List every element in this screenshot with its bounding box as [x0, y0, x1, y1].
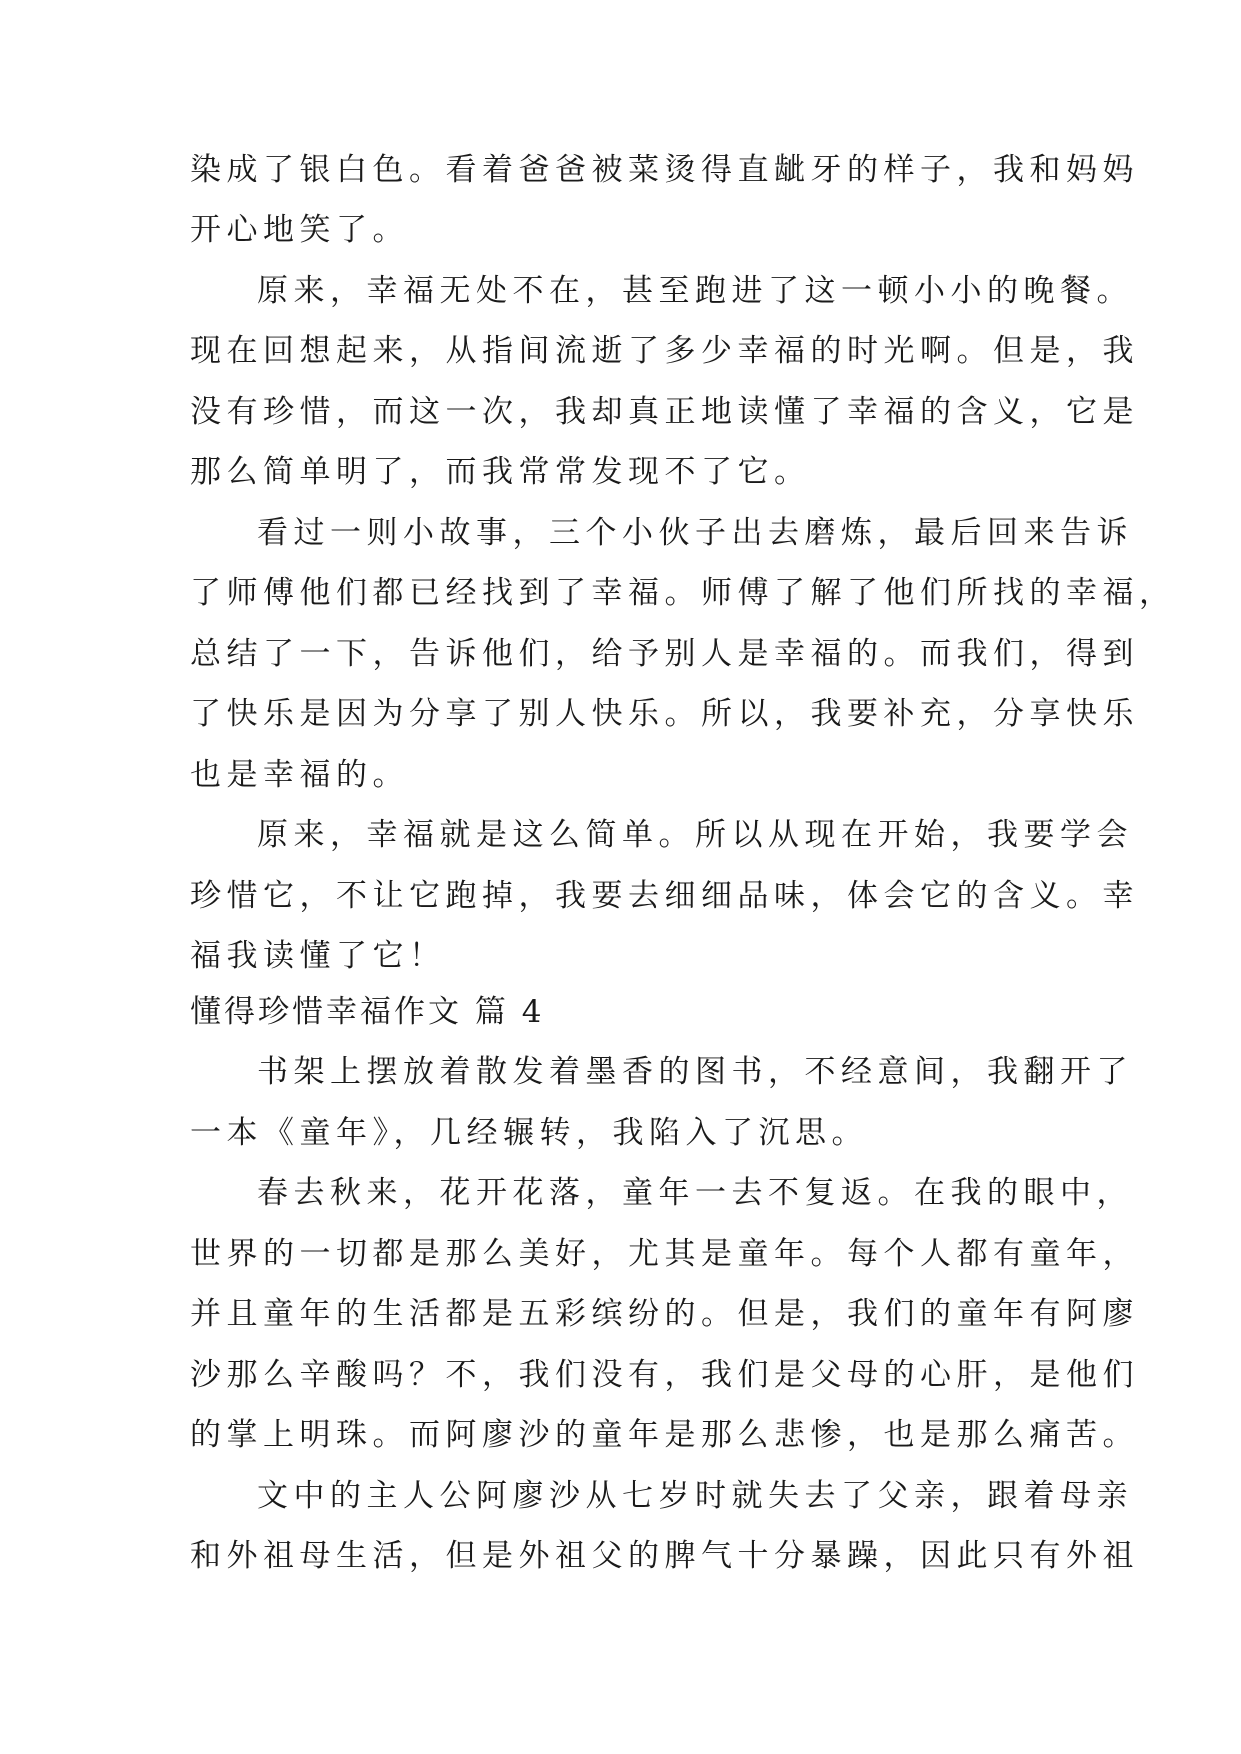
text-line: 了师傅他们都已经找到了幸福。师傅了解了他们所找的幸福， [190, 575, 1176, 611]
text-line: 了快乐是因为分享了别人快乐。所以，我要补充，分享快乐 [190, 696, 1139, 732]
paragraph-start-line: 原来，幸福就是这么简单。所以从现在开始，我要学会 [257, 817, 1133, 853]
paragraph-start-line: 看过一则小故事，三个小伙子出去磨炼，最后回来告诉 [257, 515, 1133, 551]
paragraph-start-line: 春去秋来，花开花落，童年一去不复返。在我的眼中， [257, 1175, 1133, 1211]
text-line: 的掌上明珠。而阿廖沙的童年是那么悲惨，也是那么痛苦。 [190, 1417, 1139, 1453]
text-line: 和外祖母生活，但是外祖父的脾气十分暴躁，因此只有外祖 [190, 1538, 1139, 1574]
text-line: 没有珍惜，而这一次，我却真正地读懂了幸福的含义，它是 [190, 394, 1139, 430]
paragraph-start-line: 文中的主人公阿廖沙从七岁时就失去了父亲，跟着母亲 [257, 1478, 1133, 1514]
text-line: 珍惜它，不让它跑掉，我要去细细品味，体会它的含义。幸 [190, 878, 1139, 914]
text-line: 那么简单明了，而我常常发现不了它。 [190, 454, 811, 490]
text-line: 染成了银白色。看着爸爸被菜烫得直龇牙的样子，我和妈妈 [190, 152, 1139, 188]
text-line: 现在回想起来，从指间流逝了多少幸福的时光啊。但是，我 [190, 333, 1139, 369]
text-line: 一本《童年》，几经辗转，我陷入了沉思。 [190, 1115, 868, 1151]
paragraph-start-line: 书架上摆放着散发着墨香的图书，不经意间，我翻开了 [257, 1054, 1133, 1090]
text-line: 并且童年的生活都是五彩缤纷的。但是，我们的童年有阿廖 [190, 1296, 1139, 1332]
text-line: 沙那么辛酸吗？不，我们没有，我们是父母的心肝，是他们 [190, 1357, 1139, 1393]
text-line: 开心地笑了。 [190, 212, 409, 248]
text-line: 世界的一切都是那么美好，尤其是童年。每个人都有童年， [190, 1236, 1139, 1272]
text-line: 总结了一下，告诉他们，给予别人是幸福的。而我们，得到 [190, 636, 1139, 672]
paragraph-start-line: 原来，幸福无处不在，甚至跑进了这一顿小小的晚餐。 [257, 273, 1133, 309]
section-heading: 懂得珍惜幸福作文 篇 4 [190, 994, 545, 1030]
text-line: 也是幸福的。 [190, 757, 409, 793]
text-line: 福我读懂了它！ [190, 938, 446, 974]
